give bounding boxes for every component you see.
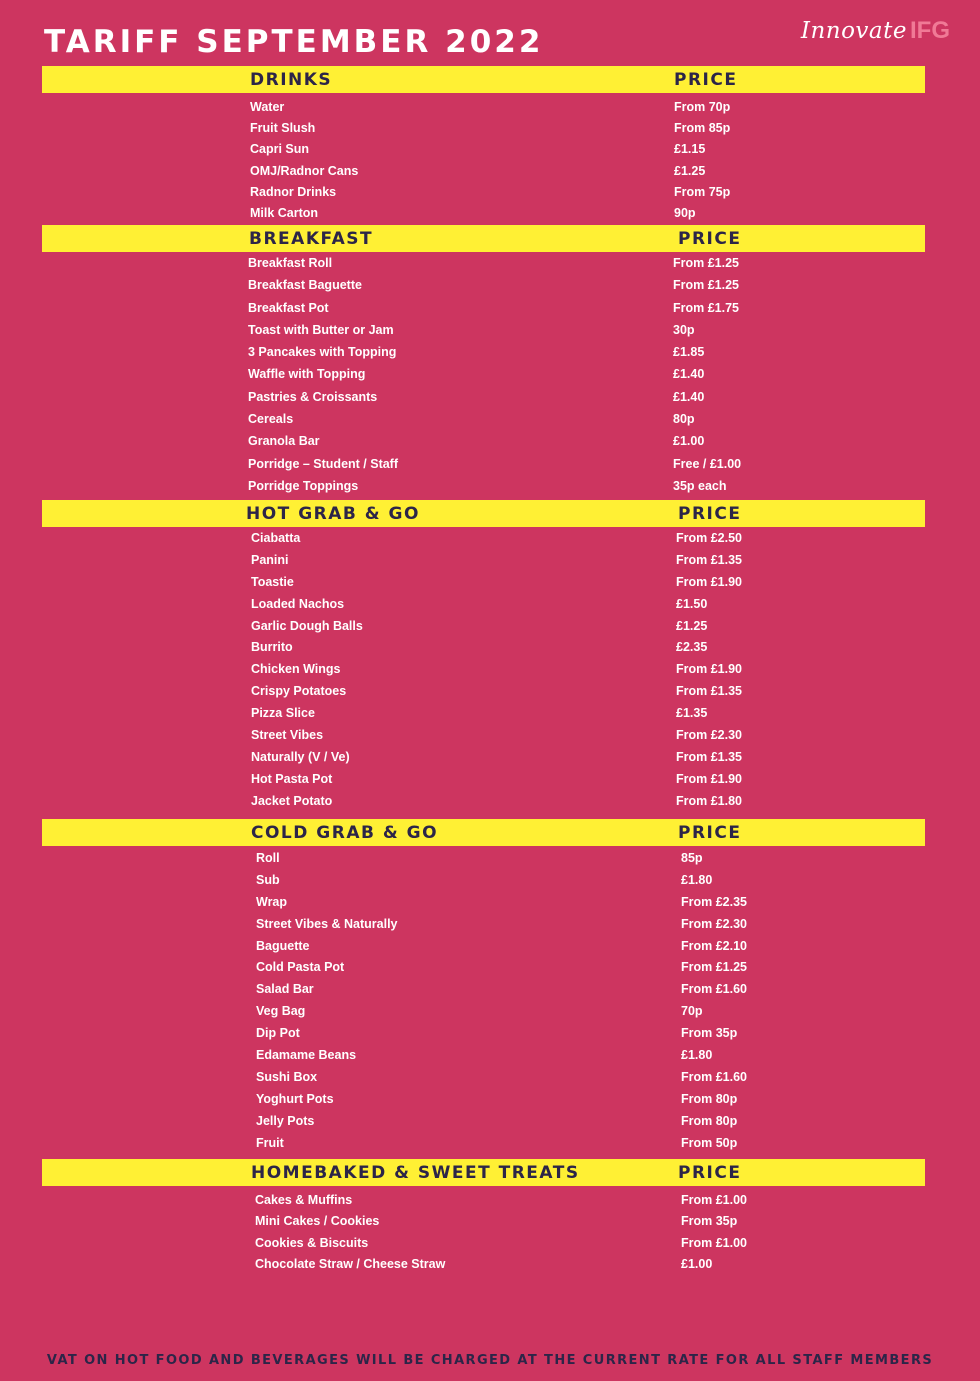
menu-item-price: From £1.75 [673, 300, 740, 315]
menu-item-row [42, 252, 925, 274]
menu-item-name: Panini [251, 552, 289, 567]
menu-item-row [42, 1066, 925, 1088]
menu-item-row [42, 341, 925, 363]
menu-item-name: Breakfast Baguette [248, 278, 362, 293]
menu-item-price: £1.50 [676, 596, 708, 611]
menu-item-row [42, 1000, 925, 1022]
menu-item-row [42, 658, 925, 680]
menu-item-row [42, 96, 925, 117]
menu-item-name: Water [250, 100, 285, 114]
section-header-bar [42, 66, 925, 93]
menu-item-row [42, 475, 925, 497]
menu-item-row [42, 1132, 925, 1154]
menu-item-list [42, 96, 925, 223]
menu-item-name: Milk Carton [250, 205, 319, 220]
menu-item-row [42, 1253, 925, 1274]
menu-item-row [42, 790, 925, 812]
menu-item-price: From £2.50 [676, 531, 743, 545]
section-header-bar [42, 819, 925, 846]
menu-item-price: From 70p [674, 100, 731, 114]
menu-item-price: From £1.90 [676, 662, 743, 677]
menu-item-row [42, 913, 925, 935]
section-header-bar [42, 500, 925, 527]
menu-item-price: From £1.90 [676, 771, 743, 786]
menu-item-row [42, 549, 925, 571]
logo [801, 14, 950, 47]
menu-item-row [42, 202, 925, 223]
menu-item-row [42, 1088, 925, 1110]
menu-item-name: Ciabatta [251, 531, 301, 545]
menu-item-row [42, 297, 925, 319]
menu-item-row [42, 978, 925, 1000]
menu-section [42, 819, 925, 1150]
menu-item-price: 30p [673, 322, 695, 337]
vat-notice: VAT ON HOT FOOD AND BEVERAGES WILL BE CHARGED AT THE CURRENT RATE FOR ALL STAFF MEMBERS [46, 1353, 934, 1368]
menu-item-name: Chocolate Straw / Cheese Straw [255, 1257, 446, 1272]
menu-item-price: From 35p [681, 1214, 738, 1229]
menu-item-name: Granola Bar [248, 434, 320, 449]
menu-item-price: £1.25 [676, 618, 708, 633]
menu-item-price: From £2.30 [681, 916, 748, 931]
menu-item-name: Pastries & Croissants [248, 389, 378, 404]
menu-item-price: £1.80 [681, 1048, 713, 1063]
price-column-header: PRICE [678, 504, 742, 524]
menu-item-name: Fruit [256, 1135, 284, 1150]
menu-item-name: Capri Sun [250, 142, 310, 157]
menu-item-row [42, 847, 925, 869]
menu-item-name: Veg Bag [256, 1004, 306, 1019]
menu-item-name: Cookies & Biscuits [255, 1235, 369, 1250]
menu-item-row [42, 746, 925, 768]
menu-item-price: £1.40 [673, 367, 705, 382]
menu-item-name: Radnor Drinks [250, 184, 337, 199]
menu-item-price: £1.85 [673, 345, 705, 360]
menu-item-price: £1.00 [681, 1257, 713, 1272]
menu-item-list [42, 252, 925, 497]
menu-item-row [42, 386, 925, 408]
menu-item-price: Free / £1.00 [673, 456, 742, 471]
menu-item-name: Sub [256, 872, 280, 887]
menu-item-price: From 80p [681, 1113, 738, 1128]
menu-item-price: From £2.35 [681, 894, 748, 909]
menu-item-list [42, 527, 925, 812]
menu-item-name: Yoghurt Pots [256, 1091, 334, 1106]
menu-item-price: From £1.60 [681, 982, 748, 997]
menu-item-name: Toast with Butter or Jam [248, 322, 394, 337]
menu-section [42, 1159, 925, 1272]
menu-item-row [42, 636, 925, 658]
menu-item-name: Baguette [256, 938, 310, 953]
menu-item-name: Jelly Pots [256, 1113, 315, 1128]
menu-item-row [42, 1232, 925, 1253]
menu-item-price: From £2.10 [681, 938, 748, 953]
menu-item-name: Breakfast Pot [248, 300, 329, 315]
menu-item-name: Toastie [251, 574, 294, 589]
menu-item-row [42, 430, 925, 452]
menu-item-name: Breakfast Roll [248, 256, 333, 270]
menu-item-row [42, 1189, 925, 1210]
menu-item-row [42, 1110, 925, 1132]
menu-item-name: Waffle with Topping [248, 367, 366, 382]
menu-item-list [42, 1189, 925, 1275]
menu-item-row [42, 453, 925, 475]
menu-item-price: From £1.80 [676, 793, 743, 808]
section-title: BREAKFAST [249, 229, 374, 249]
menu-item-price: 90p [674, 205, 696, 220]
menu-item-price: From £1.60 [681, 1069, 748, 1084]
menu-item-price: From 75p [674, 184, 731, 199]
section-title: HOT GRAB & GO [246, 504, 420, 524]
menu-item-row [42, 869, 925, 891]
menu-item-row [42, 593, 925, 615]
menu-item-name: Burrito [251, 640, 293, 655]
menu-item-price: From £1.35 [676, 552, 743, 567]
menu-item-row [42, 1210, 925, 1231]
menu-item-price: 85p [681, 851, 703, 865]
menu-item-name: Pizza Slice [251, 706, 315, 721]
menu-item-price: From 85p [674, 121, 731, 136]
menu-item-name: Mini Cakes / Cookies [255, 1214, 380, 1229]
menu-item-name: Wrap [256, 894, 288, 909]
menu-item-name: OMJ/Radnor Cans [250, 163, 359, 178]
menu-item-price: From £1.25 [681, 960, 748, 975]
menu-item-price: £1.40 [673, 389, 705, 404]
menu-item-row [42, 138, 925, 159]
price-column-header: PRICE [678, 823, 742, 843]
section-header-bar [42, 225, 925, 252]
section-title: HOMEBAKED & SWEET TREATS [251, 1163, 580, 1183]
menu-item-row [42, 702, 925, 724]
menu-item-price: From £1.00 [681, 1193, 748, 1207]
menu-item-row [42, 1022, 925, 1044]
logo-brand-text: IFG [910, 17, 950, 44]
menu-item-row [42, 935, 925, 957]
menu-item-name: Street Vibes [251, 728, 324, 743]
menu-item-name: Dip Pot [256, 1026, 300, 1041]
menu-item-price: From £1.25 [673, 278, 740, 293]
menu-item-price: From £1.90 [676, 574, 743, 589]
menu-item-price: From £1.25 [673, 256, 740, 270]
menu-item-price: From £1.35 [676, 749, 743, 764]
menu-item-list [42, 847, 925, 1153]
menu-item-price: From 80p [681, 1091, 738, 1106]
menu-item-row [42, 527, 925, 549]
menu-item-name: Cold Pasta Pot [256, 960, 345, 975]
menu-item-row [42, 891, 925, 913]
menu-section [42, 500, 925, 808]
menu-item-row [42, 181, 925, 202]
menu-item-name: Street Vibes & Naturally [256, 916, 398, 931]
menu-item-row [42, 571, 925, 593]
menu-item-row [42, 319, 925, 341]
menu-item-row [42, 680, 925, 702]
menu-item-price: £1.80 [681, 872, 713, 887]
menu-item-row [42, 768, 925, 790]
menu-item-name: Crispy Potatoes [251, 684, 347, 699]
menu-item-name: Garlic Dough Balls [251, 618, 363, 633]
menu-item-name: Fruit Slush [250, 121, 316, 136]
page-title: TARIFF SEPTEMBER 2022 [44, 24, 544, 60]
menu-item-name: Edamame Beans [256, 1048, 357, 1063]
menu-item-row [42, 615, 925, 637]
menu-item-name: Cakes & Muffins [255, 1193, 353, 1207]
menu-item-price: From 35p [681, 1026, 738, 1041]
menu-item-row [42, 363, 925, 385]
section-title: COLD GRAB & GO [251, 823, 439, 843]
menu-item-price: 80p [673, 412, 695, 427]
menu-item-name: Sushi Box [256, 1069, 318, 1084]
logo-script-text: Innovate [800, 18, 907, 44]
section-header-bar [42, 1159, 925, 1186]
menu-item-price: £1.15 [674, 142, 706, 157]
menu-item-price: £1.00 [673, 434, 705, 449]
price-column-header: PRICE [674, 70, 738, 90]
menu-item-name: Porridge – Student / Staff [248, 456, 399, 471]
menu-item-row [42, 1044, 925, 1066]
menu-item-price: From 50p [681, 1135, 738, 1150]
menu-item-row [42, 274, 925, 296]
menu-item-row [42, 117, 925, 138]
menu-item-name: Loaded Nachos [251, 596, 345, 611]
menu-item-name: Naturally (V / Ve) [251, 749, 350, 764]
menu-item-row [42, 160, 925, 181]
menu-item-name: Chicken Wings [251, 662, 341, 677]
menu-item-row [42, 724, 925, 746]
menu-item-price: 70p [681, 1004, 703, 1019]
menu-item-price: £2.35 [676, 640, 708, 655]
menu-item-price: From £2.30 [676, 728, 743, 743]
menu-item-name: Hot Pasta Pot [251, 771, 333, 786]
price-column-header: PRICE [678, 229, 742, 249]
menu-section [42, 66, 925, 220]
menu-section [42, 225, 925, 493]
menu-item-name: Cereals [248, 412, 294, 427]
menu-item-name: Salad Bar [256, 982, 314, 997]
menu-item-price: £1.35 [676, 706, 708, 721]
menu-item-row [42, 956, 925, 978]
menu-item-price: From £1.35 [676, 684, 743, 699]
menu-item-row [42, 408, 925, 430]
menu-item-name: Jacket Potato [251, 793, 333, 808]
price-column-header: PRICE [678, 1163, 742, 1183]
menu-item-name: 3 Pancakes with Topping [248, 345, 397, 360]
section-title: DRINKS [250, 70, 333, 90]
menu-item-name: Roll [256, 851, 280, 865]
menu-item-name: Porridge Toppings [248, 478, 359, 493]
menu-item-price: From £1.00 [681, 1235, 748, 1250]
menu-item-price: 35p each [673, 478, 727, 493]
menu-item-price: £1.25 [674, 163, 706, 178]
